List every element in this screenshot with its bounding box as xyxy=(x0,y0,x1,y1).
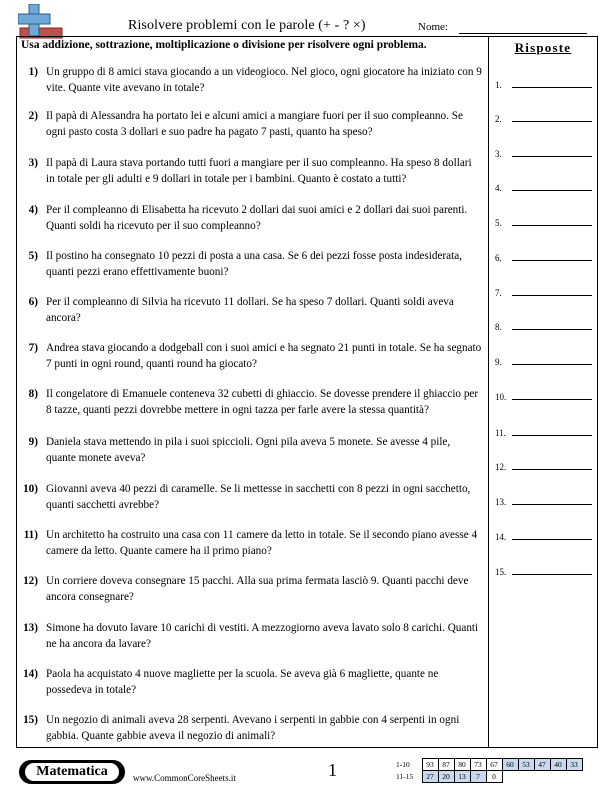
score-key-label: 11-15 xyxy=(396,772,414,781)
score-cell: 13 xyxy=(454,771,470,783)
score-cell: 87 xyxy=(438,759,454,771)
answer-line-13[interactable] xyxy=(495,497,595,511)
score-cell: 33 xyxy=(566,759,582,771)
answer-line-1[interactable] xyxy=(495,80,595,94)
score-cell: 27 xyxy=(422,771,438,783)
answer-blank[interactable] xyxy=(512,121,592,122)
problem-text: Andrea stava giocando a dodgeball con i suoi amici e ha segnato 21 punti in totale. Se ha segnato 7 punti in ogni round, quanti round ha giocato? xyxy=(46,342,482,370)
answer-blank[interactable] xyxy=(512,260,592,261)
answer-number: 5. xyxy=(495,218,502,228)
problem-number: 6) xyxy=(28,296,38,308)
instructions: Usa addizione, sottrazione, moltiplicazione o divisione per risolvere ogni problema. xyxy=(21,39,427,51)
answer-blank[interactable] xyxy=(512,329,592,330)
answer-blank[interactable] xyxy=(512,539,592,540)
problem-number: 8) xyxy=(28,388,38,400)
answer-blank[interactable] xyxy=(512,574,592,575)
answer-number: 8. xyxy=(495,322,502,332)
problem-number: 15) xyxy=(23,714,38,726)
score-cell: 80 xyxy=(454,759,470,771)
score-key-row xyxy=(396,771,582,783)
answer-line-5[interactable] xyxy=(495,218,595,232)
answer-blank[interactable] xyxy=(512,469,592,470)
worksheet-title: Risolvere problemi con le parole (+ - ? ×) xyxy=(128,18,366,33)
score-key-label: 1-10 xyxy=(396,760,410,769)
answer-line-6[interactable] xyxy=(495,253,595,267)
answer-line-12[interactable] xyxy=(495,462,595,476)
answer-blank[interactable] xyxy=(512,190,592,191)
problem-text: Un gruppo di 8 amici stava giocando a un videogioco. Nel gioco, ogni giocatore ha iniziato con 9 vite. Quante vite avevano in totale? xyxy=(46,66,482,94)
score-key-table xyxy=(396,758,583,783)
score-cell: 93 xyxy=(422,759,438,771)
answer-blank[interactable] xyxy=(512,504,592,505)
problem-text: Il papà di Alessandra ha portato lei e alcuni amici a mangiare fuori per il suo compleanno. Se ogni pasto costa 3 dollari e suo padre ha pagato 7 pasti, quanto ha speso? xyxy=(46,110,463,138)
score-cell: 73 xyxy=(470,759,486,771)
answer-line-9[interactable] xyxy=(495,357,595,371)
answer-line-14[interactable] xyxy=(495,532,595,546)
problem-text: Per il compleanno di Elisabetta ha ricevuto 2 dollari dai suoi amici e 2 dollari dai suoi parenti. Quanti soldi ha ricevuto per il suo compleanno? xyxy=(46,204,468,232)
answer-column-divider xyxy=(488,36,489,748)
problem-number: 12) xyxy=(23,575,38,587)
answer-line-7[interactable] xyxy=(495,288,595,302)
problem-text: Per il compleanno di Silvia ha ricevuto 11 dollari. Se ha speso 7 dollari. Quanti soldi aveva ancora? xyxy=(46,296,454,324)
problem-number: 14) xyxy=(23,668,38,680)
problem-number: 13) xyxy=(23,622,38,634)
score-cell: 47 xyxy=(534,759,550,771)
problem-number: 10) xyxy=(23,483,38,495)
answer-blank[interactable] xyxy=(512,295,592,296)
answer-number: 10. xyxy=(495,392,507,402)
answers-heading: Risposte xyxy=(514,40,572,55)
answer-number: 6. xyxy=(495,253,502,263)
plus-logo-icon xyxy=(18,4,64,40)
answer-blank[interactable] xyxy=(512,435,592,436)
score-cell: 7 xyxy=(470,771,486,783)
answer-blank[interactable] xyxy=(512,156,592,157)
answer-number: 15. xyxy=(495,567,507,577)
score-cell: 20 xyxy=(438,771,454,783)
name-field[interactable] xyxy=(459,33,587,34)
problem-number: 5) xyxy=(28,250,38,262)
score-cell: 67 xyxy=(486,759,502,771)
answer-blank[interactable] xyxy=(512,364,592,365)
answer-number: 3. xyxy=(495,149,502,159)
problem-text: Un corriere doveva consegnare 15 pacchi. Alla sua prima fermata lasciò 9. Quanti pacchi deve ancora consegnare? xyxy=(46,575,469,603)
name-label: Nome: xyxy=(418,21,448,33)
problem-text: Il postino ha consegnato 10 pezzi di posta a una casa. Se 6 dei pezzi fosse posta indesiderata, quanti pezzi erano effettivamente buoni? xyxy=(46,250,462,278)
problem-number: 2) xyxy=(28,110,38,122)
answer-line-4[interactable] xyxy=(495,183,595,197)
score-cell: 53 xyxy=(518,759,534,771)
answer-line-10[interactable] xyxy=(495,392,595,406)
problem-text: Un negozio di animali aveva 28 serpenti. Avevano i serpenti in gabbie con 4 serpenti in ogni gabbia. Quante gabbie aveva il negozio di animali? xyxy=(46,714,460,742)
problem-text: Giovanni aveva 40 pezzi di caramelle. Se li mettesse in sacchetti con 8 pezzi in ogni sacchetto, quanti sacchetti avrebbe? xyxy=(46,483,471,511)
problem-text: Paola ha acquistato 4 nuove magliette per la scuola. Se aveva già 6 magliette, quante ne possedeva in totale? xyxy=(46,668,439,696)
answer-number: 1. xyxy=(495,80,502,90)
answer-number: 9. xyxy=(495,357,502,367)
answer-number: 14. xyxy=(495,532,507,542)
score-cell: 40 xyxy=(550,759,566,771)
answer-number: 2. xyxy=(495,114,502,124)
answer-line-8[interactable] xyxy=(495,322,595,336)
problem-number: 7) xyxy=(28,342,38,354)
answer-blank[interactable] xyxy=(512,87,592,88)
subject-badge-label: Matematica xyxy=(25,763,119,781)
problem-text: Simone ha dovuto lavare 10 carichi di vestiti. A mezzogiorno aveva lavato solo 8 carichi. Quanti ne ha ancora da lavare? xyxy=(46,622,479,650)
problem-number: 4) xyxy=(28,204,38,216)
answer-number: 13. xyxy=(495,497,507,507)
answer-line-2[interactable] xyxy=(495,114,595,128)
problem-text: Un architetto ha costruito una casa con 11 camere da letto in totale. Se il secondo piano avesse 4 camere da letto. Quante camere ha il primo piano? xyxy=(46,529,478,557)
score-key-row xyxy=(396,759,582,771)
site-url: www.CommonCoreSheets.it xyxy=(133,773,236,783)
problem-text: Il papà di Laura stava portando tutti fuori a mangiare per il suo compleanno. Ha speso 8 dollari in totale per gli adulti e 9 dollari in totale per i bambini. Quanto è costato a tutti? xyxy=(46,157,472,185)
problem-number: 9) xyxy=(28,436,38,448)
answer-line-3[interactable] xyxy=(495,149,595,163)
problem-text: Il congelatore di Emanuele conteneva 32 cubetti di ghiaccio. Se dovesse prendere il ghiaccio per 8 tazze, quanti pezzi dovrebbe mettere in ogni tazza per farle avere la stessa quantità? xyxy=(46,388,479,416)
problem-number: 11) xyxy=(23,529,38,541)
answer-blank[interactable] xyxy=(512,225,592,226)
score-cell: 0 xyxy=(486,771,502,783)
answer-number: 11. xyxy=(495,428,506,438)
problem-number: 3) xyxy=(28,157,38,169)
page-number: 1 xyxy=(328,760,337,780)
answer-number: 12. xyxy=(495,462,507,472)
answer-number: 7. xyxy=(495,288,502,298)
answer-line-11[interactable] xyxy=(495,428,595,442)
answer-blank[interactable] xyxy=(512,399,592,400)
problem-number: 1) xyxy=(28,66,38,78)
answer-number: 4. xyxy=(495,183,502,193)
problem-text: Daniela stava mettendo in pila i suoi spiccioli. Ogni pila aveva 5 monete. Se avesse 4 pile, quante monete aveva? xyxy=(46,436,451,464)
score-cell: 60 xyxy=(502,759,518,771)
answer-line-15[interactable] xyxy=(495,567,595,581)
